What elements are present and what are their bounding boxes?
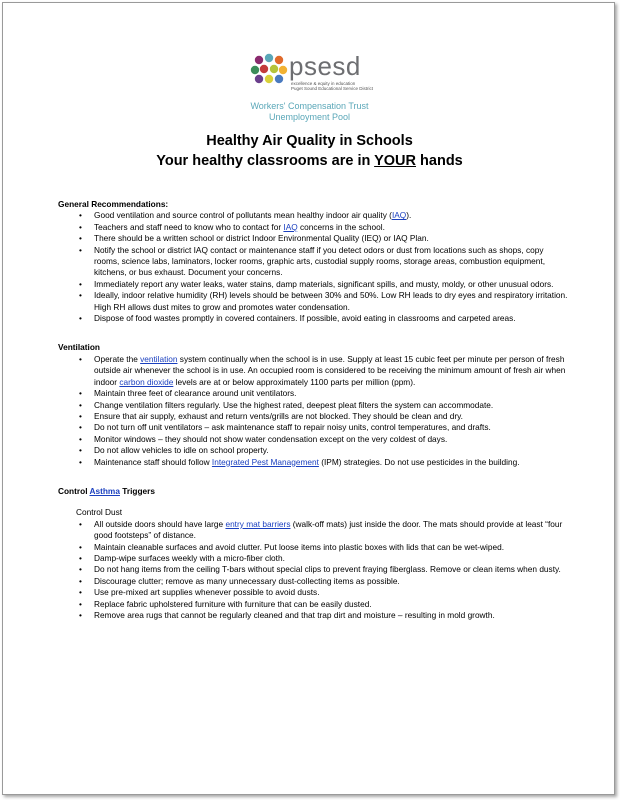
list-item: • Replace fabric upholstered furniture with furniture that can be easily dusted.: [74, 599, 568, 610]
trust-line-1: Workers' Compensation Trust: [250, 101, 369, 111]
list-item: • Monitor windows – they should not show water condensation except on the very coldest of days.: [74, 434, 568, 445]
ventilation-link[interactable]: ventilation: [140, 353, 178, 364]
list-item: • Ideally, indoor relative humidity (RH) levels should be between 30% and 50%. Low RH leads to dry eyes and respiratory irritation. High RH allows dust mites to grow and promotes water condensation.: [74, 290, 568, 313]
general-list: [74, 210, 568, 324]
list-item: • Discourage clutter; remove as many unnecessary dust-collecting items as possible.: [74, 576, 568, 587]
list-item: • Maintain cleanable surfaces and avoid clutter. Put loose items into plastic boxes with lids that can be wet-wiped.: [74, 542, 568, 553]
entry-mat-link[interactable]: entry mat barriers: [225, 518, 291, 529]
ventilation-list: [74, 354, 568, 468]
logo-drops-icon: [249, 51, 289, 87]
trust-line-2: Unemployment Pool: [268, 112, 351, 122]
control-dust-subheading: Control Dust: [76, 507, 123, 518]
list-item: • Do not turn off unit ventilators – ask maintenance staff to repair noisy units, control temperatures, and drafts.: [74, 422, 568, 433]
iaq-link[interactable]: IAQ: [283, 221, 298, 232]
list-item: • Do not allow vehicles to idle on school property.: [74, 445, 568, 456]
list-item: • Teachers and staff need to know who to contact for IAQ concerns in the school.: [74, 222, 568, 233]
iaq-link[interactable]: IAQ: [391, 210, 407, 221]
list-item: • Dispose of food wastes promptly in covered containers. If possible, avoid eating in classrooms and carpeted areas.: [74, 313, 568, 324]
list-item: • Maintenance staff should follow Integrated Pest Management (IPM) strategies. Do not use pesticides in the building.: [74, 457, 568, 468]
list-item: • Ensure that air supply, exhaust and return vents/grills are not blocked. They should be clean and dry.: [74, 411, 568, 422]
list-item: • Good ventilation and source control of pollutants mean healthy indoor air quality (IAQ).: [74, 210, 568, 221]
document-body: [58, 199, 568, 621]
list-item: • Change ventilation filters regularly. Use the highest rated, deepest pleat filters the system can accommodate.: [74, 400, 568, 411]
list-item: • Do not hang items from the ceiling T-bars without special clips to prevent fraying fiberglass. Remove or clean items when dusty.: [74, 564, 568, 575]
asthma-link[interactable]: Asthma: [89, 485, 120, 496]
list-item: • Use pre-mixed art supplies whenever possible to avoid dusts.: [74, 587, 568, 598]
list-item: • Maintain three feet of clearance around unit ventilators.: [74, 388, 568, 399]
list-item: • Remove area rugs that cannot be regularly cleaned and that trap dirt and moisture – resulting in mold growth.: [74, 610, 568, 621]
logo-tagline: excellence & equity in education: [291, 81, 356, 86]
list-item: • All outside doors should have large entry mat barriers (walk-off mats) just inside the door. The mats should provide at least “four good footsteps” of distance.: [74, 519, 568, 542]
dust-list: [74, 519, 568, 622]
page-title: Healthy Air Quality in Schools: [206, 133, 413, 149]
list-item: • Operate the ventilation system continually when the school is in use. Supply at least 15 cubic feet per minute per person of fresh outside air whenever the school is in use. An occupied room is considered to be receiving the minimum amount of fresh air when indoor carbon dioxide levels are at or below approximately 1100 parts per million (ppm).: [74, 354, 568, 388]
ipm-link[interactable]: Integrated Pest Management: [211, 456, 319, 467]
list-item: • Damp-wipe surfaces weekly with a micro-fiber cloth.: [74, 553, 568, 564]
document-page: [2, 2, 615, 795]
logo-subtitle: Puget Sound Educational Service District: [291, 86, 374, 91]
list-item: • There should be a written school or district Indoor Environmental Quality (IEQ) or IAQ Plan.: [74, 233, 568, 244]
general-heading: General Recommendations:: [58, 199, 169, 209]
list-item: • Notify the school or district IAQ contact or maintenance staff if you detect odors or dust from locations such as shops, copy rooms, science labs, laminators, locker rooms, graphic arts, custodial supply rooms, storage areas, combustion equipment, kitchens, or bus exhaust. Document your concerns.: [74, 245, 568, 279]
logo-wordmark: psesd: [289, 51, 361, 81]
yours-emphasis: YOUR: [374, 153, 417, 169]
asthma-heading: Control Asthma Triggers: [58, 485, 155, 496]
page-subtitle: Your healthy classrooms are in YOUR hands: [156, 153, 463, 169]
list-item: • Immediately report any water leaks, water stains, damp materials, significant spills, and musty, moldy, or other unusual odors.: [74, 279, 568, 290]
carbon-dioxide-link[interactable]: carbon dioxide: [119, 376, 174, 387]
ventilation-heading: Ventilation: [58, 342, 100, 353]
